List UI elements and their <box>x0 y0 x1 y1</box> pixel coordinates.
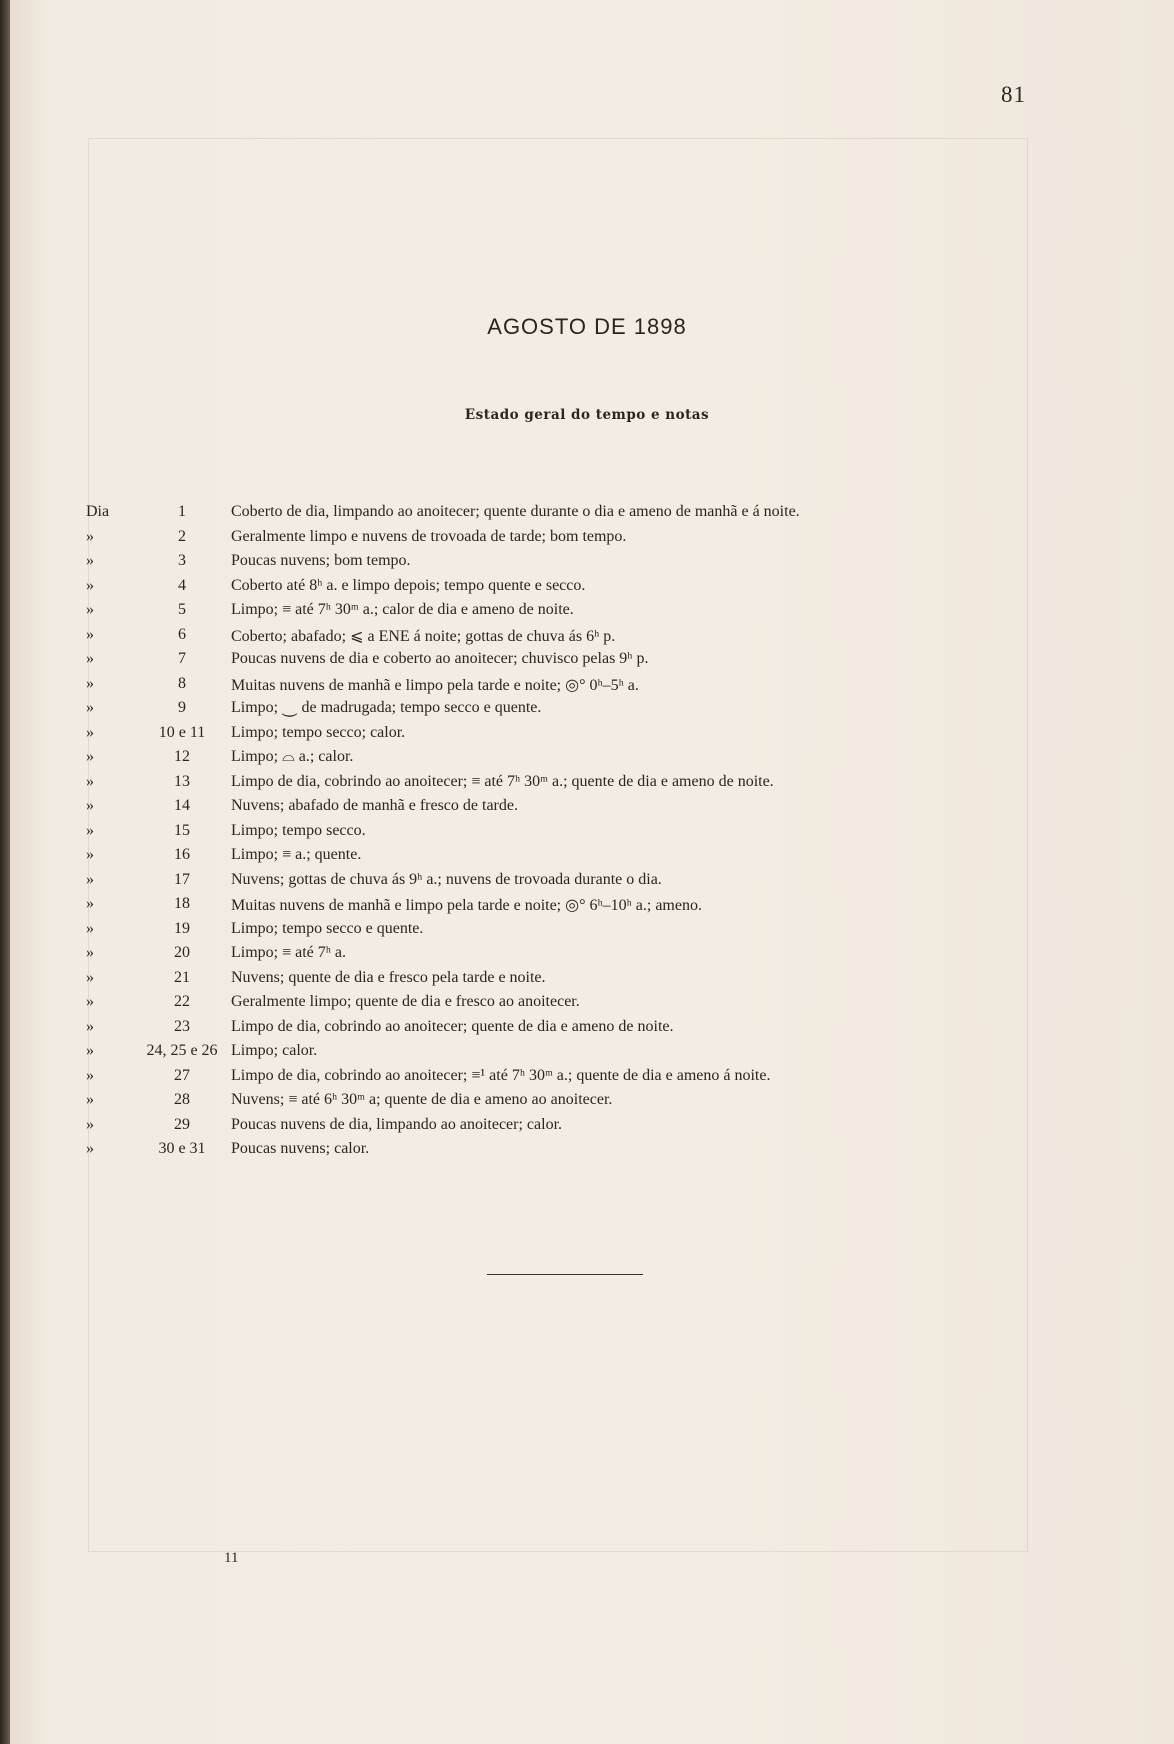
list-item <box>86 528 986 553</box>
weather-note: Poucas nuvens de dia, limpando ao anoitecer; calor. <box>231 1115 563 1133</box>
day-number: 21 <box>174 968 190 986</box>
day-prefix: » <box>86 821 94 839</box>
weather-note: Poucas nuvens de dia e coberto ao anoitecer; chuvisco pelas 9ʰ p. <box>231 650 649 667</box>
day-prefix: » <box>86 870 94 888</box>
day-number: 14 <box>174 797 190 814</box>
list-item <box>86 748 986 773</box>
section-subtitle: Estado geral do tempo e notas <box>464 407 710 423</box>
day-prefix: » <box>86 748 94 765</box>
list-item <box>86 552 986 577</box>
day-number: 20 <box>174 944 190 961</box>
day-prefix: » <box>86 1042 94 1059</box>
weather-note: Coberto de dia, limpando ao anoitecer; quente durante o dia e ameno de manhã e á noite. <box>231 503 800 520</box>
closing-rule <box>487 1274 643 1275</box>
day-prefix: » <box>86 944 94 961</box>
day-prefix: » <box>86 772 94 790</box>
day-number: 6 <box>178 625 186 643</box>
day-prefix: » <box>86 625 94 643</box>
day-prefix: » <box>86 1017 94 1035</box>
weather-note: Limpo de dia, cobrindo ao anoitecer; quente de dia e ameno de noite. <box>231 1017 674 1035</box>
list-item <box>86 577 986 602</box>
day-prefix: » <box>86 1066 94 1084</box>
day-prefix: » <box>86 919 94 937</box>
day-number: 28 <box>174 1091 190 1108</box>
day-number: 22 <box>174 993 190 1010</box>
list-item <box>86 895 986 920</box>
list-item <box>86 1091 986 1116</box>
weather-note: Poucas nuvens; calor. <box>231 1140 370 1157</box>
day-number: 8 <box>178 674 186 692</box>
weather-note: Limpo; ≡ a.; quente. <box>231 846 362 863</box>
list-item <box>86 920 986 945</box>
day-number: 7 <box>178 650 186 667</box>
day-number: 30 e 31 <box>158 1140 206 1157</box>
weather-note: Poucas nuvens; bom tempo. <box>231 552 411 569</box>
list-item <box>86 944 986 969</box>
day-prefix: » <box>86 601 94 618</box>
signature-mark: 11 <box>224 1550 239 1566</box>
list-item <box>86 871 986 896</box>
list-item <box>86 675 986 700</box>
weather-note: Limpo de dia, cobrindo ao anoitecer; ≡ até 7ʰ 30ᵐ a.; quente de dia e ameno de noite. <box>231 772 774 790</box>
list-item <box>86 724 986 749</box>
day-number: 23 <box>174 1017 190 1035</box>
day-number: 13 <box>174 772 190 790</box>
weather-note: Nuvens; abafado de manhã e fresco de tarde. <box>231 797 518 814</box>
weather-note: Limpo; ⏝ de madrugada; tempo secco e quente. <box>231 699 542 716</box>
weather-note: Nuvens; quente de dia e fresco pela tarde e noite. <box>231 968 546 986</box>
list-item <box>86 1116 986 1141</box>
list-item <box>86 1067 986 1092</box>
day-prefix: » <box>86 895 94 912</box>
day-number: 15 <box>174 821 190 839</box>
day-number: 3 <box>178 552 186 569</box>
weather-note: Muitas nuvens de manhã e limpo pela tarde e noite; ◎° 6ʰ–10ʰ a.; ameno. <box>231 897 702 914</box>
list-item <box>86 1018 986 1043</box>
weather-note: Limpo; tempo secco. <box>231 821 366 839</box>
day-number: 2 <box>178 527 186 545</box>
list-item <box>86 1140 986 1165</box>
day-number: 29 <box>174 1115 190 1133</box>
day-prefix: » <box>86 650 94 667</box>
weather-note: Limpo de dia, cobrindo ao anoitecer; ≡¹ até 7ʰ 30ᵐ a.; quente de dia e ameno á noite. <box>231 1066 771 1084</box>
day-number: 19 <box>174 919 190 937</box>
list-item <box>86 822 986 847</box>
list-item <box>86 1042 986 1067</box>
day-number: 12 <box>174 748 190 765</box>
weather-note: Coberto; abafado; ⩽ a ENE á noite; gottas de chuva ás 6ʰ p. <box>231 627 616 645</box>
list-item <box>86 846 986 871</box>
day-prefix: » <box>86 674 94 692</box>
day-number: 5 <box>178 601 186 618</box>
day-prefix: » <box>86 846 94 863</box>
day-number: 18 <box>174 895 190 912</box>
day-prefix: » <box>86 1140 94 1157</box>
list-item <box>86 626 986 651</box>
day-prefix: » <box>86 699 94 716</box>
day-number: 9 <box>178 699 186 716</box>
weather-note: Muitas nuvens de manhã e limpo pela tarde e noite; ◎° 0ʰ–5ʰ a. <box>231 676 639 694</box>
day-number: 24, 25 e 26 <box>146 1042 218 1059</box>
list-item <box>86 650 986 675</box>
book-spine-shadow <box>0 0 10 1744</box>
list-item <box>86 797 986 822</box>
weather-note: Limpo; tempo secco; calor. <box>231 723 406 741</box>
weather-note: Nuvens; ≡ até 6ʰ 30ᵐ a; quente de dia e ameno ao anoitecer. <box>231 1091 613 1108</box>
day-number: 16 <box>174 846 190 863</box>
day-prefix: » <box>86 723 94 741</box>
weather-note: Limpo; tempo secco e quente. <box>231 919 424 937</box>
day-prefix: » <box>86 552 94 569</box>
day-prefix: » <box>86 993 94 1010</box>
page-title: AGOSTO DE 1898 <box>487 314 687 339</box>
weather-note: Limpo; ⌓ a.; calor. <box>231 748 354 765</box>
weather-note: Limpo; calor. <box>231 1042 318 1059</box>
list-item <box>86 773 986 798</box>
day-number: 17 <box>174 870 190 888</box>
day-prefix: Dia <box>86 503 110 520</box>
day-prefix: » <box>86 797 94 814</box>
list-item <box>86 503 986 528</box>
day-prefix: » <box>86 527 94 545</box>
weather-note: Coberto até 8ʰ a. e limpo depois; tempo quente e secco. <box>231 576 586 594</box>
day-prefix: » <box>86 1115 94 1133</box>
weather-note: Limpo; ≡ até 7ʰ 30ᵐ a.; calor de dia e ameno de noite. <box>231 601 574 618</box>
day-number: 4 <box>178 576 186 594</box>
list-item <box>86 993 986 1018</box>
weather-notes-list <box>86 503 986 1165</box>
list-item <box>86 699 986 724</box>
day-number: 10 e 11 <box>158 723 206 741</box>
day-number: 27 <box>174 1066 190 1084</box>
day-prefix: » <box>86 1091 94 1108</box>
page-number: 81 <box>1001 82 1026 107</box>
list-item <box>86 601 986 626</box>
list-item <box>86 969 986 994</box>
day-prefix: » <box>86 576 94 594</box>
weather-note: Geralmente limpo; quente de dia e fresco ao anoitecer. <box>231 993 580 1010</box>
weather-note: Nuvens; gottas de chuva ás 9ʰ a.; nuvens de trovoada durante o dia. <box>231 870 662 888</box>
day-number: 1 <box>178 503 186 520</box>
weather-note: Limpo; ≡ até 7ʰ a. <box>231 944 347 961</box>
day-prefix: » <box>86 968 94 986</box>
weather-note: Geralmente limpo e nuvens de trovoada de tarde; bom tempo. <box>231 527 627 545</box>
